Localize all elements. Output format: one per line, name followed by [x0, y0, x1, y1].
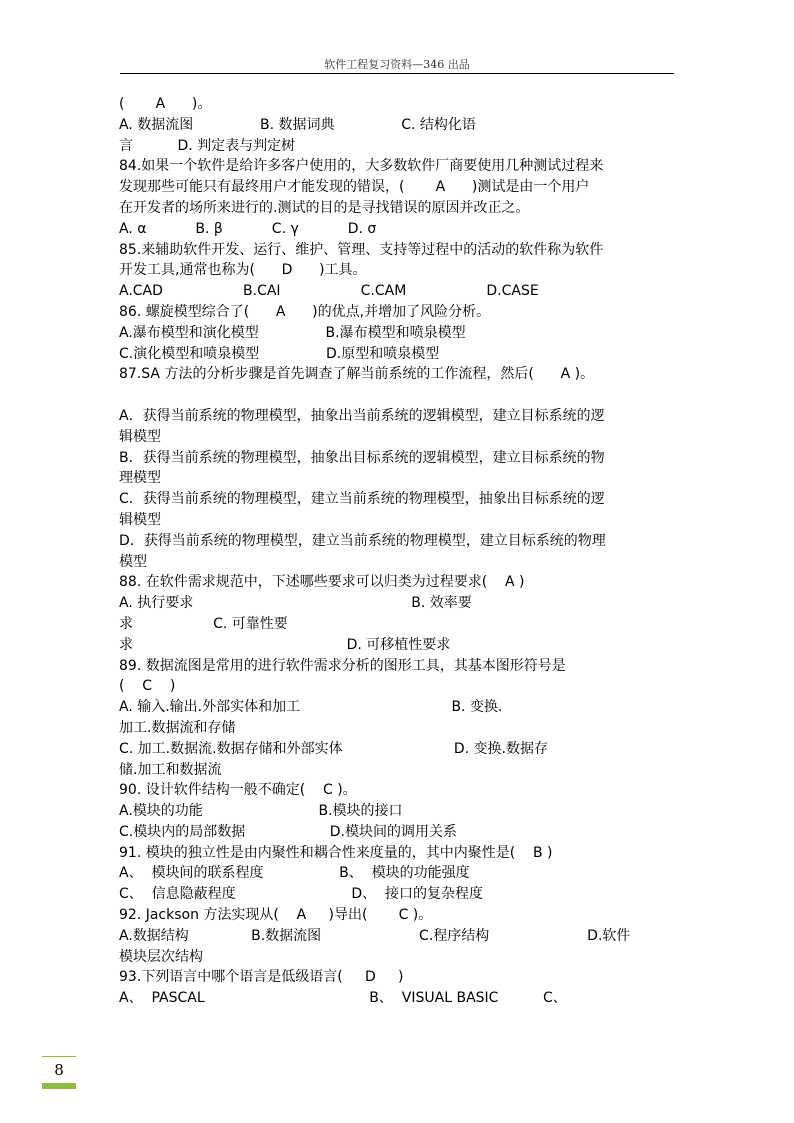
text-line: C.模块内的局部数据 D.模块间的调用关系 — [119, 823, 458, 840]
blank-line — [119, 385, 677, 406]
text-line: 加工.数据流和存储 — [119, 719, 236, 736]
text-line: 93.下列语言中哪个语言是低级语言( D ) — [119, 969, 404, 986]
text-line: 在开发者的场所来进行的.测试的目的是寻找错误的原因并改正之。 — [119, 199, 530, 216]
text-line: 储.加工和数据流 — [119, 761, 222, 778]
text-line: A. 数据流图 B. 数据词典 C. 结构化语 — [119, 116, 476, 133]
text-line: 辑模型 — [119, 428, 161, 445]
text-line: D．获得当前系统的物理模型，建立当前系统的物理模型，建立目标系统的物理 — [119, 532, 606, 549]
text-line: B．获得当前系统的物理模型，抽象出目标系统的逻辑模型，建立目标系统的物 — [119, 449, 605, 466]
text-line: 求 C. 可靠性要 — [119, 615, 288, 632]
text-line: 言 D. 判定表与判定树 — [119, 137, 296, 154]
text-line: 92. Jackson 方法实现从( A )导出( C )。 — [119, 907, 433, 924]
text-line: 87.SA 方法的分析步骤是首先调查了解当前系统的工作流程，然后( A )。 — [119, 366, 595, 383]
page-number-accent-bar — [42, 1083, 76, 1089]
page-number-top-rule — [42, 1056, 76, 1057]
text-line: 模块层次结构 — [119, 948, 203, 965]
text-line: 91. 模块的独立性是由内聚性和耦合性来度量的，其中内聚性是( B ) — [119, 844, 553, 861]
text-line: 求 D. 可移植性要求 — [119, 636, 451, 653]
text-line: 开发工具,通常也称为( D )工具。 — [119, 262, 367, 279]
text-line: 88. 在软件需求规范中，下述哪些要求可以归类为过程要求( A ) — [119, 574, 525, 591]
text-line: A.瀑布模型和演化模型 B.瀑布模型和喷泉模型 — [119, 324, 466, 341]
text-line: A、 模块间的联系程度 B、 模块的功能强度 — [119, 865, 470, 882]
page-header-title: 软件工程复习资料—346 出品 — [324, 58, 470, 71]
text-line: A. α B. β C. γ D. σ — [119, 220, 377, 237]
text-line: C.演化模型和喷泉模型 D.原型和喷泉模型 — [119, 345, 440, 362]
text-line: 84.如果一个软件是给许多客户使用的，大多数软件厂商要使用几种测试过程来 — [119, 158, 604, 175]
text-line: 模型 — [119, 553, 147, 570]
text-line: A、 PASCAL B、 VISUAL BASIC C、 — [119, 990, 567, 1007]
text-line: 辑模型 — [119, 511, 161, 528]
text-line: ( C ) — [119, 678, 176, 695]
document-body — [119, 94, 677, 1009]
text-line: 85.来辅助软件开发、运行、维护、管理、支持等过程中的活动的软件称为软件 — [119, 241, 604, 258]
header-divider — [120, 73, 674, 74]
text-line: A.模块的功能 B.模块的接口 — [119, 803, 403, 820]
text-line: A. 输入.输出.外部实体和加工 B. 变换. — [119, 699, 503, 716]
text-line: C. 加工.数据流.数据存储和外部实体 D. 变换.数据存 — [119, 740, 548, 757]
text-line: 86. 螺旋模型综合了( A )的优点,并增加了风险分析。 — [119, 303, 491, 320]
text-line: A．获得当前系统的物理模型，抽象出当前系统的逻辑模型，建立目标系统的逻 — [119, 407, 605, 424]
text-line: A.数据结构 B.数据流图 C.程序结构 D.软件 — [119, 927, 631, 944]
text-line: 89. 数据流图是常用的进行软件需求分析的图形工具，其基本图形符号是 — [119, 657, 566, 674]
text-line: C．获得当前系统的物理模型，建立当前系统的物理模型，抽象出目标系统的逻 — [119, 491, 605, 508]
page-number: 8 — [54, 1061, 64, 1079]
text-line: A. 执行要求 B. 效率要 — [119, 595, 472, 612]
text-line: A.CAD B.CAI C.CAM D.CASE — [119, 283, 539, 300]
text-line: ( A )。 — [119, 96, 212, 112]
text-line: 90. 设计软件结构一般不确定( C )。 — [119, 782, 357, 799]
text-line: 理模型 — [119, 470, 161, 487]
text-line: C、 信息隐蔽程度 D、 接口的复杂程度 — [119, 886, 484, 903]
text-line: 发现那些可能只有最终用户才能发现的错误，( A )测试是由一个用户 — [119, 179, 590, 196]
